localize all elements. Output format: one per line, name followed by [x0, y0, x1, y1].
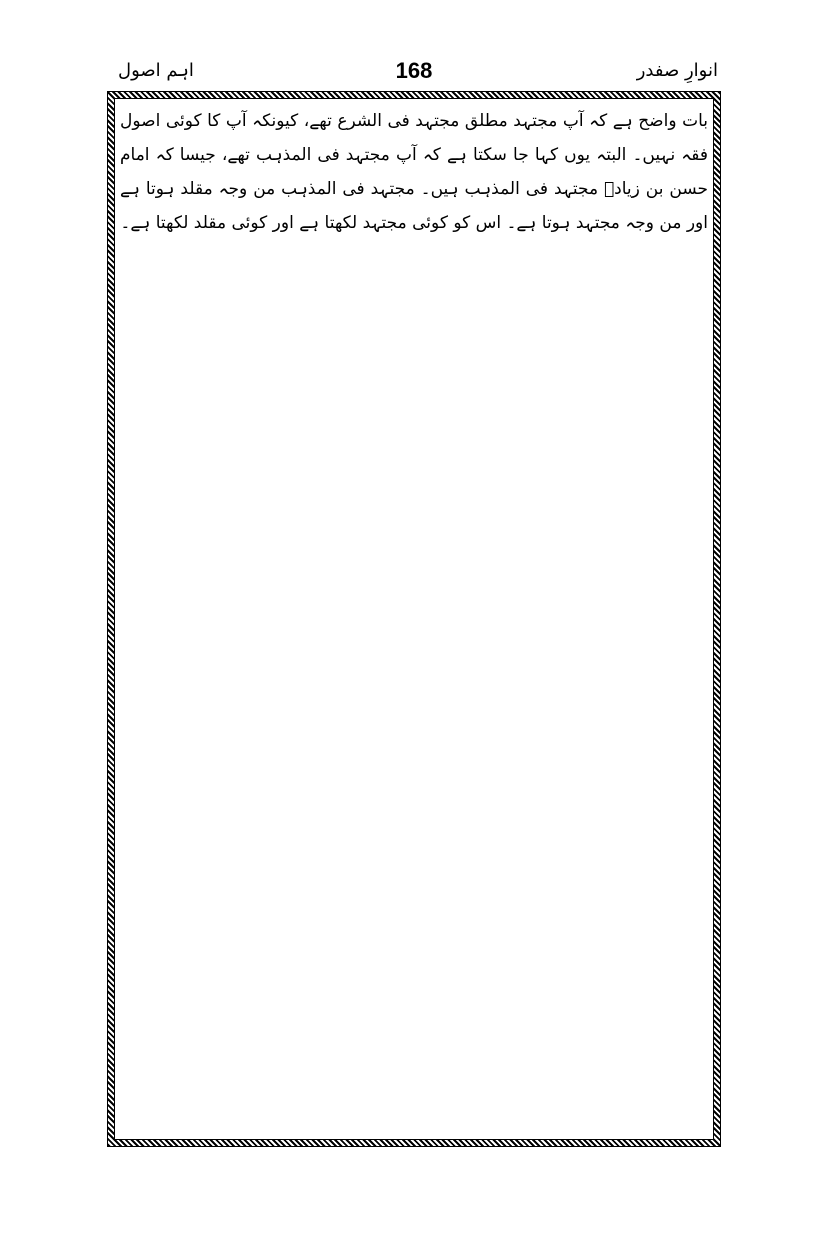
- body-text: [120, 104, 708, 240]
- page-frame: [108, 92, 720, 1146]
- frame-inner-border: [114, 98, 714, 1140]
- book-title: انوارِ صفدر: [636, 60, 718, 81]
- section-title: اہم اصول: [118, 60, 194, 81]
- body-paragraph: بات واضح ہے کہ آپ مجتہد مطلق مجتہد فی الشرع تھے، کیونکہ آپ کا کوئی اصول فقہ نہیں۔ البتہ یوں کہا جا سکتا ہے کہ آپ مجتہد فی المذہب تھے، جیسا کہ امام حسن بن زیادؒ مجتہد فی المذہب ہیں۔ مجتہد فی المذہب من وجہ مقلد ہوتا ہے اور من وجہ مجتہد ہوتا ہے۔ اس کو کوئی مجتہد لکھتا ہے اور کوئی مقلد لکھتا ہے۔: [120, 111, 708, 233]
- page-number: 168: [395, 58, 433, 83]
- page-header: [108, 56, 720, 92]
